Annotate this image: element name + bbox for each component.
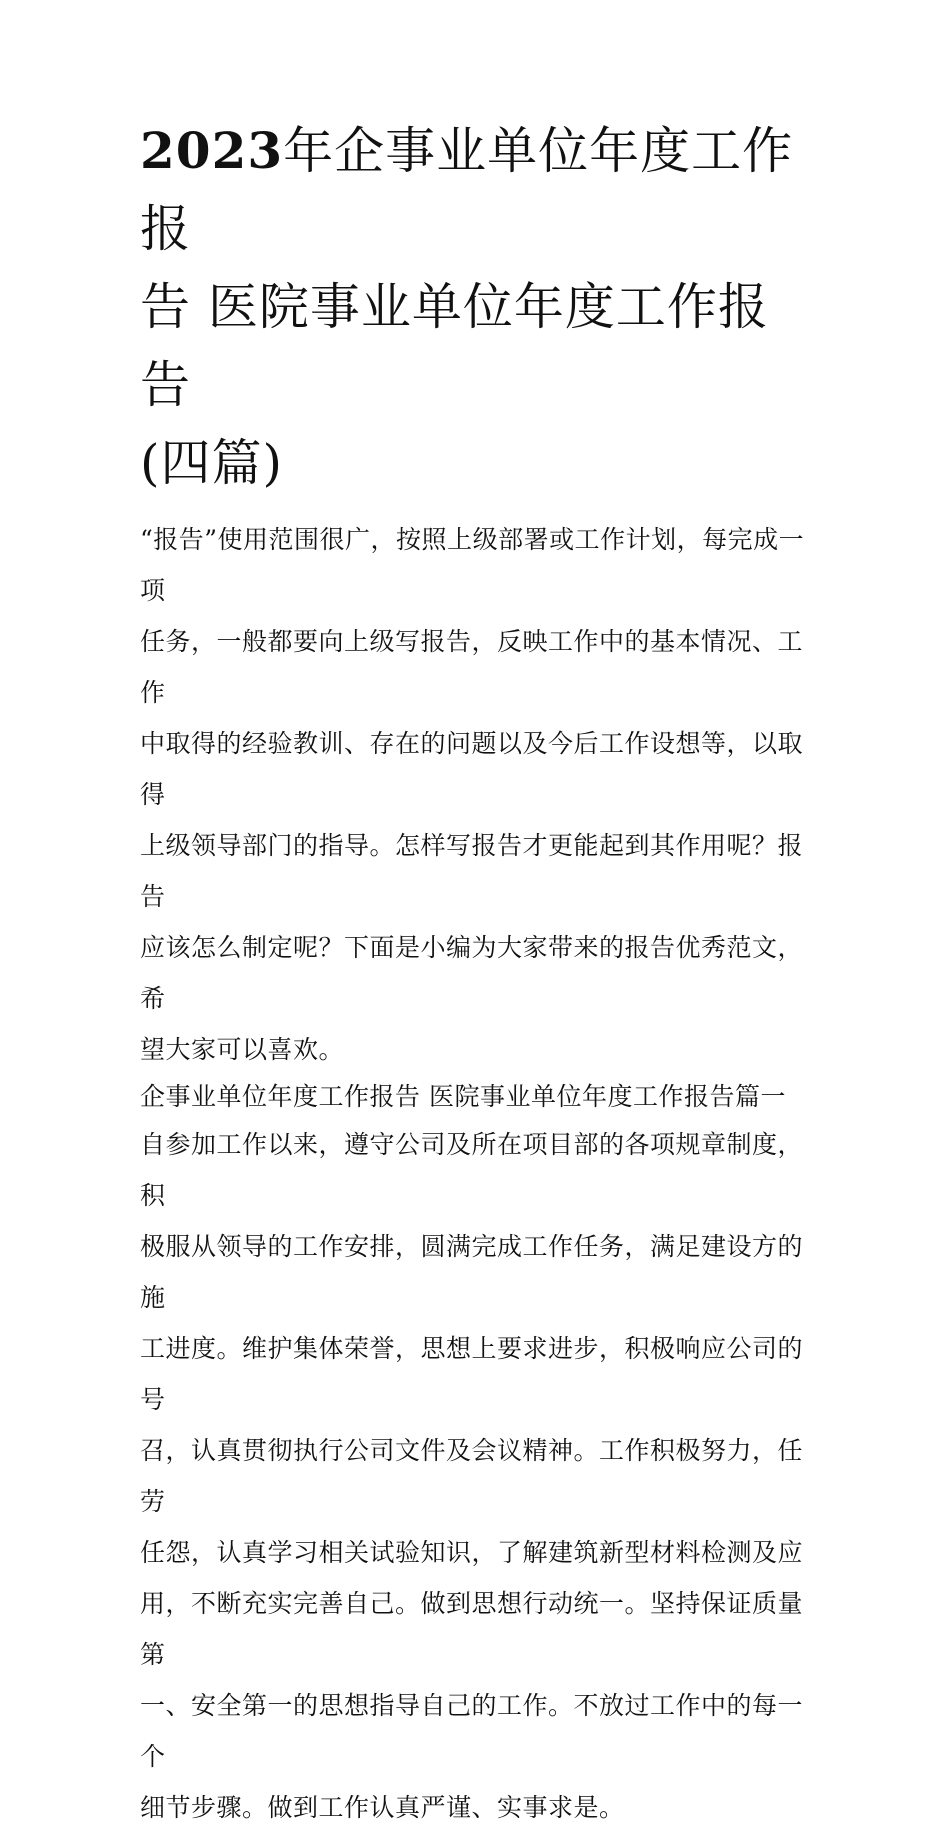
title-line-2: 告 医院事业单位年度工作报告 [140, 278, 769, 414]
intro-line: 中取得的经验教训、存在的问题以及今后工作设想等，以取得 [140, 729, 804, 809]
title-line-1 [140, 112, 812, 268]
body-line: 细节步骤。做到工作认真严谨、实事求是。 [140, 1793, 625, 1822]
intro-paragraph [140, 514, 812, 1075]
intro-line: 任务，一般都要向上级写报告，反映工作中的基本情况、工作 [140, 627, 804, 707]
body-line: 一、安全第一的思想指导自己的工作。不放过工作中的每一个 [140, 1691, 804, 1771]
body-line: 用，不断充实完善自己。做到思想行动统一。坚持保证质量第 [140, 1589, 804, 1669]
body-line: 工进度。维护集体荣誉，思想上要求进步，积极响应公司的号 [140, 1334, 804, 1414]
intro-line: 上级领导部门的指导。怎样写报告才更能起到其作用呢？报告 [140, 831, 804, 911]
intro-line: 望大家可以喜欢。 [140, 1035, 345, 1064]
section-heading: 企事业单位年度工作报告 医院事业单位年度工作报告篇一 [140, 1082, 786, 1111]
title-line-1-text: 年企事业单位年度工作报 [140, 122, 794, 258]
intro-line: “报告”使用范围很广，按照上级部署或工作计划，每完成一项 [140, 525, 805, 605]
body-line: 自参加工作以来，遵守公司及所在项目部的各项规章制度，积 [140, 1130, 804, 1210]
body-line: 任怨，认真学习相关试验知识，了解建筑新型材料检测及应 [140, 1538, 804, 1567]
title-line-3: (四篇) [140, 434, 284, 492]
body-line: 极服从领导的工作安排，圆满完成工作任务，满足建设方的施 [140, 1232, 804, 1312]
title-year: 2023 [140, 121, 284, 180]
document-page [140, 112, 812, 1833]
body-paragraph [140, 1119, 812, 1833]
body-line: 召，认真贯彻执行公司文件及会议精神。工作积极努力，任劳 [140, 1436, 804, 1516]
intro-line: 应该怎么制定呢？下面是小编为大家带来的报告优秀范文，希 [140, 933, 804, 1013]
document-title [140, 112, 812, 502]
